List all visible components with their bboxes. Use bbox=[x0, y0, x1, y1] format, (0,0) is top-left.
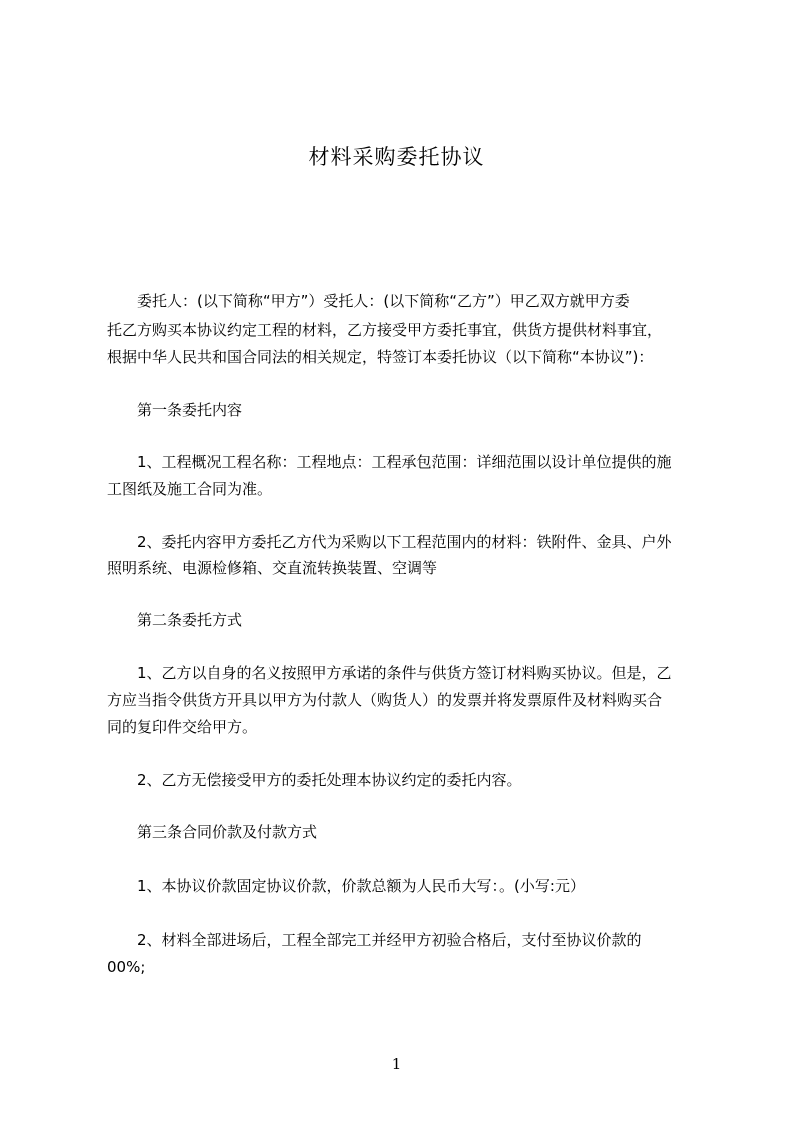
article-3-heading: 第三条合同价款及付款方式 bbox=[137, 823, 318, 841]
document-title: 材料采购委托协议 bbox=[308, 145, 485, 169]
paragraph-line: 00%; bbox=[107, 958, 146, 976]
article-2-heading: 第二条委托方式 bbox=[137, 611, 243, 629]
paragraph-line: 1、工程概况工程名称：工程地点：工程承包范围：详细范围以设计单位提供的施 bbox=[137, 453, 672, 471]
preamble-line: 托乙方购买本协议约定工程的材料，乙方接受甲方委托事宜，供货方提供材料事宜， bbox=[107, 321, 663, 339]
paragraph-line: 照明系统、电源检修箱、交直流转换装置、空调等 bbox=[107, 559, 438, 577]
article-1-heading: 第一条委托内容 bbox=[137, 401, 243, 419]
paragraph-line: 1、本协议价款固定协议价款，价款总额为人民币大写：。(小写:元） bbox=[137, 877, 585, 895]
paragraph-line: 2、材料全部进场后，工程全部完工并经甲方初验合格后，支付至协议价款的 bbox=[137, 931, 642, 949]
paragraph-line: 1、乙方以自身的名义按照甲方承诺的条件与供货方签订材料购买协议。但是，乙 bbox=[137, 664, 672, 682]
paragraph-line: 工图纸及施工合同为准。 bbox=[107, 480, 273, 498]
paragraph-line: 同的复印件交给甲方。 bbox=[107, 718, 258, 736]
page-number: 1 bbox=[391, 1055, 402, 1073]
paragraph-line: 方应当指令供货方开具以甲方为付款人（购货人）的发票并将发票原件及材料购买合 bbox=[107, 691, 663, 709]
preamble-line: 委托人：(以下简称“甲方”）受托人：(以下简称“乙方”）甲乙双方就甲方委 bbox=[137, 292, 630, 310]
preamble-line: 根据中华人民共和国合同法的相关规定，特签订本委托协议（以下简称“本协议”)： bbox=[107, 348, 654, 366]
paragraph-line: 2、乙方无偿接受甲方的委托处理本协议约定的委托内容。 bbox=[137, 771, 522, 789]
paragraph-line: 2、委托内容甲方委托乙方代为采购以下工程范围内的材料：铁附件、金具、户外 bbox=[137, 533, 672, 551]
